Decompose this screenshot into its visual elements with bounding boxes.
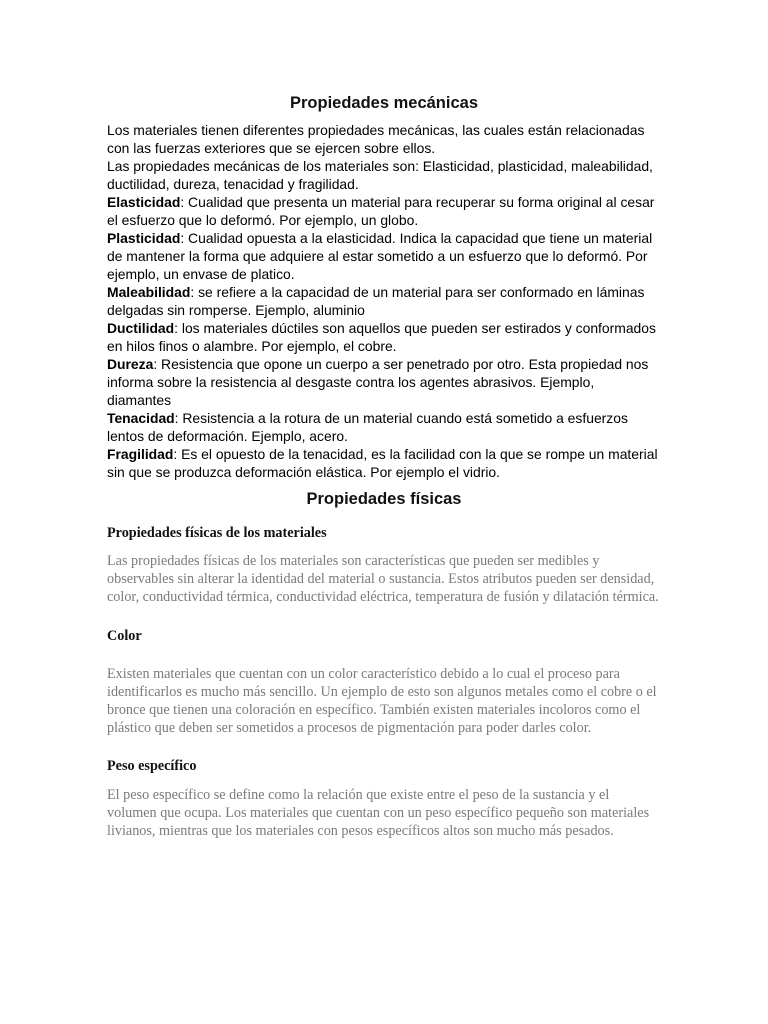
- property-description: : Resistencia que opone un cuerpo a ser penetrado por otro. Esta propiedad nos informa sobre la resistencia al desgaste contra los agentes abrasivos. Ejemplo, diamantes: [107, 356, 649, 408]
- property-dureza: [107, 355, 661, 409]
- section-heading-materials: Propiedades físicas de los materiales: [107, 525, 327, 541]
- section-heading-color: Color: [107, 628, 142, 644]
- property-term: Fragilidad: [107, 446, 174, 462]
- property-description: : los materiales dúctiles son aquellos que pueden ser estirados y conformados en hilos finos o alambre. Por ejemplo, el cobre.: [107, 320, 656, 354]
- property-term: Dureza: [107, 356, 154, 372]
- property-term: Plasticidad: [107, 230, 181, 246]
- property-ductilidad: [107, 319, 661, 355]
- property-fragilidad: [107, 445, 661, 481]
- property-elasticidad: [107, 193, 661, 229]
- property-term: Ductilidad: [107, 320, 175, 336]
- property-description: : Cualidad opuesta a la elasticidad. Indica la capacidad que tiene un material de mantener la forma que adquiere al estar sometido a un esfuerzo que lo deformó. Por ejemplo, un envase de platico.: [107, 230, 653, 282]
- property-description: : Cualidad que presenta un material para recuperar su forma original al cesar el esfuerzo que lo deformó. Por ejemplo, un globo.: [107, 194, 655, 228]
- property-description: : se refiere a la capacidad de un material para ser conformado en láminas delgadas sin romperse. Ejemplo, aluminio: [107, 284, 645, 318]
- property-description: : Resistencia a la rotura de un material cuando está sometido a esfuerzos lentos de deformación. Ejemplo, acero.: [107, 410, 628, 444]
- property-term: Tenacidad: [107, 410, 175, 426]
- section-text-color: Existen materiales que cuentan con un color característico debido a lo cual el proceso para identificarlos es mucho más sencillo. Un ejemplo de esto son algunos metales como el cobre o el bronce que tienen una coloración en específico. También existen materiales incoloros como el plástico que deben ser sometidos a procesos de pigmentación para poder darles color.: [107, 666, 657, 736]
- section-text-peso-especifico: El peso específico se define como la relación que existe entre el peso de la sustancia y el volumen que ocupa. Los materiales que cuentan con un peso específico pequeño son materiales livianos, mientras que los materiales con pesos específicos altos son mucho más pesados.: [107, 787, 650, 839]
- property-maleabilidad: [107, 283, 661, 319]
- mechanical-intro-1: Los materiales tienen diferentes propiedades mecánicas, las cuales están relacionadas con las fuerzas exteriores que se ejercen sobre ellos.: [107, 122, 645, 156]
- mechanical-intro-2: Las propiedades mecánicas de los materiales son: Elasticidad, plasticidad, maleabilidad, ductilidad, dureza, tenacidad y fragilidad.: [107, 158, 653, 192]
- section-heading-peso-especifico: Peso específico: [107, 758, 197, 774]
- section-text-materials: Las propiedades físicas de los materiales son características que pueden ser medibles y observables sin alterar la identidad del material o sustancia. Estos atributos pueden ser densidad, color, conductividad térmica, conductividad eléctrica, temperatura de fusión y dilatación térmica.: [107, 553, 659, 605]
- property-term: Maleabilidad: [107, 284, 191, 300]
- physical-properties-title: Propiedades físicas: [306, 490, 462, 508]
- property-tenacidad: [107, 409, 661, 445]
- property-description: : Es el opuesto de la tenacidad, es la facilidad con la que se rompe un material sin que se produzca deformación elástica. Por ejemplo el vidrio.: [107, 446, 658, 480]
- mechanical-properties-title: Propiedades mecánicas: [289, 94, 478, 112]
- property-term: Elasticidad: [107, 194, 181, 210]
- property-plasticidad: [107, 229, 661, 283]
